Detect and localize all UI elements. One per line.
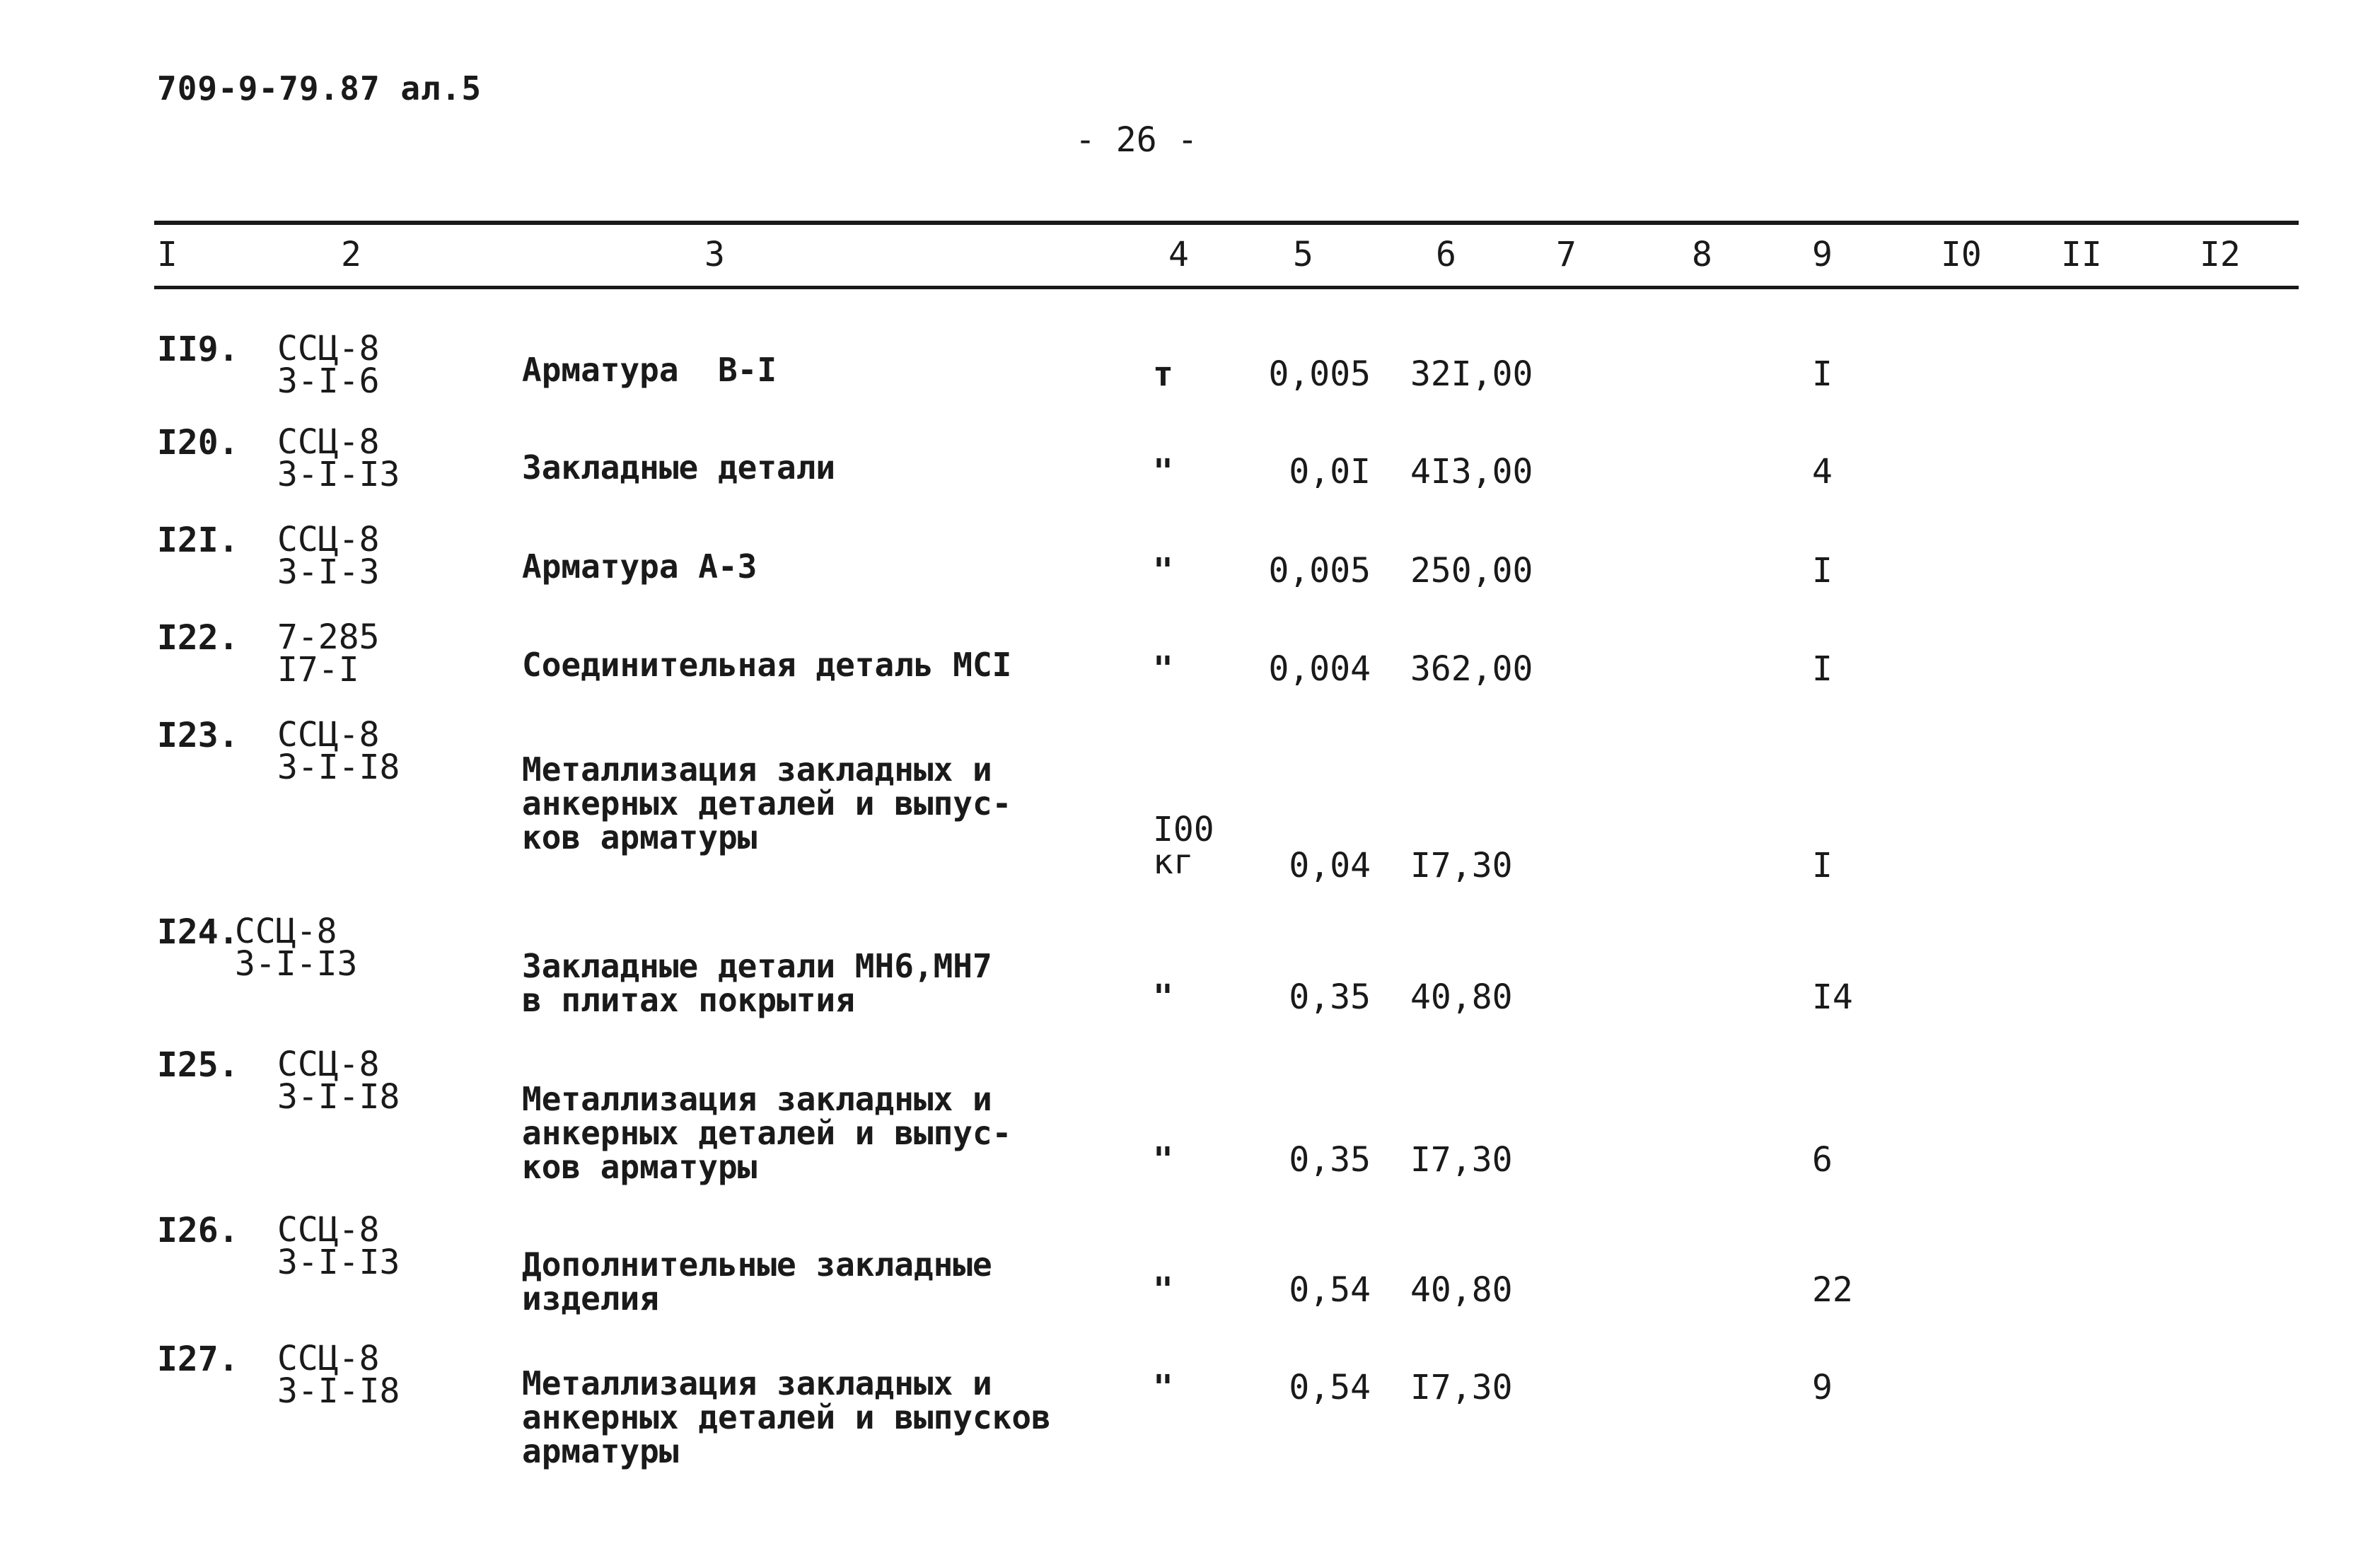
row-col9: 4 [1812, 452, 1833, 492]
row-code: ССЦ-8 3-I-I8 [277, 1339, 400, 1411]
row-unit: I00 кг [1153, 810, 1214, 882]
row-price: I7,30 [1410, 1140, 1513, 1180]
header-col-8: 8 [1692, 235, 1712, 274]
row-code: ССЦ-8 3-I-I3 [235, 912, 358, 984]
row-code: ССЦ-8 3-I-I3 [277, 422, 400, 494]
row-number: I22. [157, 618, 239, 658]
table-top-rule [154, 221, 2299, 225]
row-price: 32I,00 [1410, 354, 1533, 394]
row-quantity: 0,35 [1289, 977, 1371, 1017]
row-number: I23. [157, 716, 239, 755]
row-code: ССЦ-8 3-I-3 [277, 520, 380, 592]
row-name: Металлизация закладных и анкерных деталей и выпус- ков арматуры [522, 1080, 1012, 1186]
header-col-5: 5 [1293, 235, 1313, 274]
row-number: I24. [157, 912, 239, 952]
row-name: Закладные детали МН6,МН7 в плитах покрытия [522, 947, 992, 1019]
row-code: ССЦ-8 3-I-I3 [277, 1210, 400, 1282]
row-name: Металлизация закладных и анкерных деталей и выпусков арматуры [522, 1364, 1051, 1470]
row-number: I2I. [157, 521, 239, 560]
row-number: I27. [157, 1339, 239, 1379]
row-price: 250,00 [1410, 551, 1533, 591]
document-code: 709-9-79.87 ал.5 [157, 69, 482, 107]
row-code: ССЦ-8 3-I-I8 [277, 715, 400, 787]
row-code: ССЦ-8 3-I-I8 [277, 1045, 400, 1117]
row-unit: " [1153, 1368, 1173, 1407]
row-unit: т [1153, 354, 1173, 394]
row-col9: 6 [1812, 1140, 1833, 1180]
header-col-7: 7 [1556, 235, 1577, 274]
row-quantity: 0,54 [1289, 1368, 1371, 1407]
header-col-6: 6 [1436, 235, 1456, 274]
row-name: Арматура А-3 [522, 547, 757, 586]
row-price: 4I3,00 [1410, 452, 1533, 492]
row-code: 7-285 I7-I [277, 617, 380, 690]
header-col-10: I0 [1941, 235, 1982, 274]
page-number: - 26 - [1075, 120, 1198, 160]
row-price: 40,80 [1410, 1270, 1513, 1310]
row-name: Дополнительные закладные изделия [522, 1245, 992, 1318]
header-col-3: 3 [704, 235, 725, 274]
row-name: Арматура В-I [522, 351, 777, 389]
row-col9: 22 [1812, 1270, 1853, 1310]
header-col-9: 9 [1812, 235, 1833, 274]
row-col9: I [1812, 551, 1833, 591]
row-number: II9. [157, 330, 239, 369]
row-name: Закладные детали [522, 448, 836, 487]
row-unit: " [1153, 551, 1173, 591]
row-price: 40,80 [1410, 977, 1513, 1017]
row-col9: I [1812, 649, 1833, 689]
row-col9: I [1812, 846, 1833, 885]
table-header-rule [154, 286, 2299, 289]
row-name: Соединительная деталь МСI [522, 646, 1012, 684]
row-quantity: 0,005 [1268, 551, 1371, 591]
row-unit: " [1153, 1140, 1173, 1180]
row-number: I26. [157, 1211, 239, 1250]
row-number: I20. [157, 423, 239, 463]
header-col-1: I [157, 235, 178, 274]
row-quantity: 0,04 [1289, 846, 1371, 885]
row-price: 362,00 [1410, 649, 1533, 689]
row-quantity: 0,005 [1268, 354, 1371, 394]
header-col-4: 4 [1168, 235, 1189, 274]
header-col-12: I2 [2200, 235, 2241, 274]
row-quantity: 0,0I [1289, 452, 1371, 492]
header-col-2: 2 [341, 235, 361, 274]
row-col9: 9 [1812, 1368, 1833, 1407]
header-col-11: II [2061, 235, 2102, 274]
row-number: I25. [157, 1045, 239, 1085]
row-unit: " [1153, 452, 1173, 492]
row-price: I7,30 [1410, 846, 1513, 885]
row-code: ССЦ-8 3-I-6 [277, 329, 380, 401]
row-quantity: 0,54 [1289, 1270, 1371, 1310]
row-col9: I [1812, 354, 1833, 394]
row-unit: " [1153, 1270, 1173, 1310]
row-quantity: 0,004 [1268, 649, 1371, 689]
row-price: I7,30 [1410, 1368, 1513, 1407]
row-unit: " [1153, 977, 1173, 1017]
row-unit: " [1153, 649, 1173, 689]
row-name: Металлизация закладных и анкерных деталей и выпус- ков арматуры [522, 750, 1012, 856]
row-col9: I4 [1812, 977, 1853, 1017]
row-quantity: 0,35 [1289, 1140, 1371, 1180]
